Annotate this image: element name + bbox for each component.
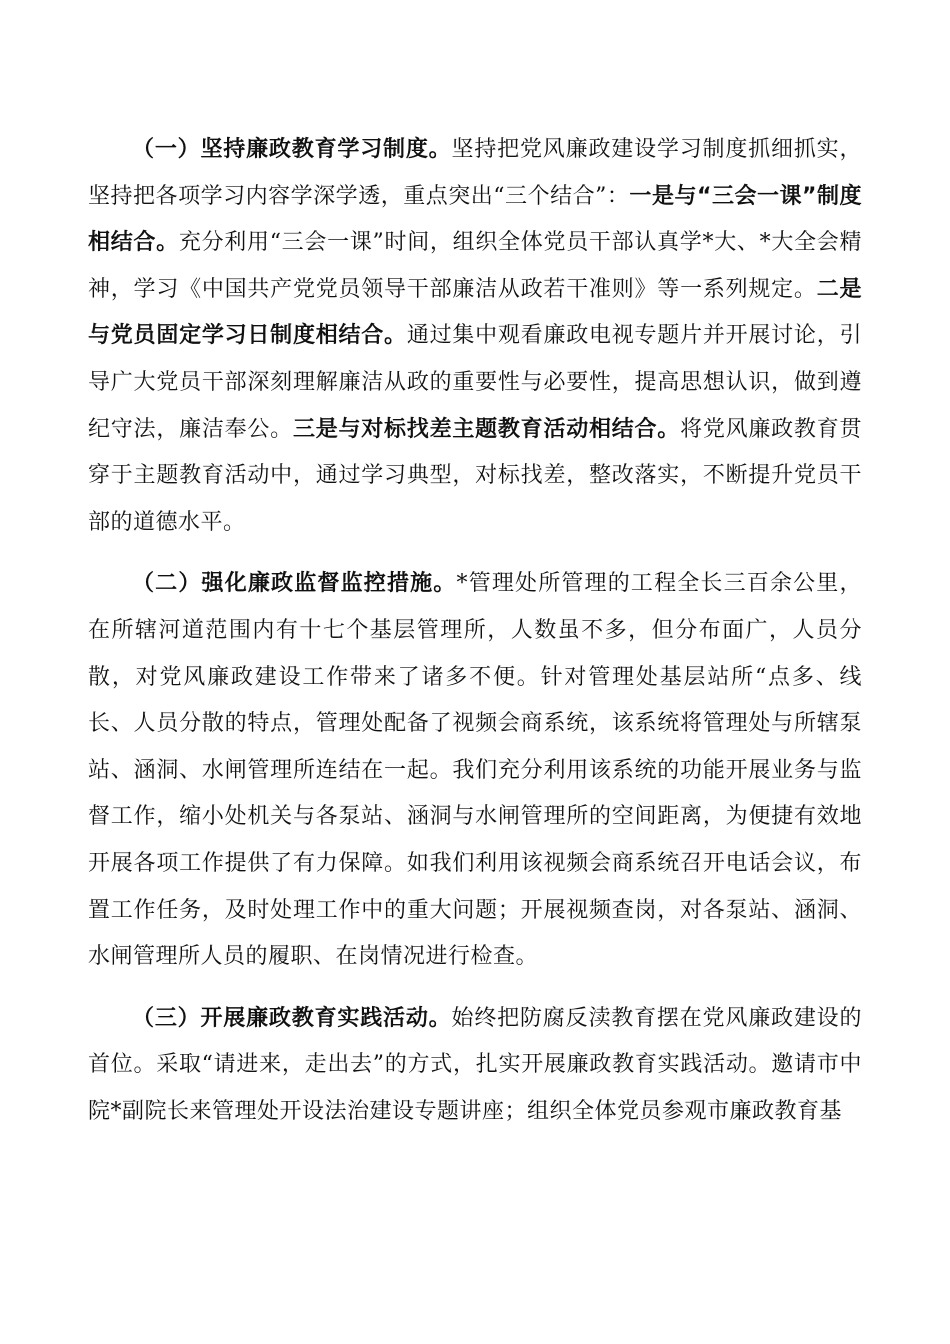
document-body [88,127,862,1150]
emphasis-segment: 一是与“三会一课”制度相结合。 [88,183,863,256]
paragraph-1 [88,127,862,546]
heading-2: （二）强化廉政监督监控措施。 [132,571,457,597]
heading-3: （三）开展廉政教育实践活动。 [132,1005,452,1031]
text-segment: 始终把防腐反渎教育摆在党风廉政建设的首位。采取“请进来，走出去”的方式，扎实开展廉政教育实践活动。邀请市中院*副院长来管理处开设法治建设专题讲座；组织全体党员参观市廉政教育基 [88,1005,862,1124]
text-segment: *管理处所管理的工程全长三百余公里，在所辖河道范围内有十七个基层管理所，人数虽不多，但分布面广，人员分散，对党风廉政建设工作带来了诸多不便。针对管理处基层站所“点多、线长、人员分散的特点，管理处配备了视频会商系统，该系统将管理处与所辖泵站、涵洞、水闸管理所连结在一起。我们充分利用该系统的功能开展业务与监督工作，缩小处机关与各泵站、涵洞与水闸管理所的空间距离，为便捷有效地开展各项工作提供了有力保障。如我们利用该视频会商系统召开电话会议，布置工作任务，及时处理工作中的重大问题；开展视频查岗，对各泵站、涵洞、水闸管理所人员的履职、在岗情况进行检查。 [88,571,862,970]
text-segment: 将党风廉政教育贯穿于主题教育活动中，通过学习典型，对标找差，整改落实，不断提升党员干部的道德水平。 [88,416,862,535]
text-segment: 充分利用“三会一课”时间，组织全体党员干部认真学*大、*大全会精神，学习《中国共产党党员领导干部廉洁从政若干准则》等一系列规定。 [88,230,862,302]
paragraph-3 [88,996,862,1136]
paragraph-2 [88,561,862,980]
emphasis-segment: 二是与党员固定学习日制度相结合。 [88,276,862,349]
emphasis-segment: 三是与对标找差主题教育活动相结合。 [292,416,681,442]
text-segment: 坚持把党风廉政建设学习制度抓细抓实，坚持把各项学习内容学深学透，重点突出“三个结合”： [88,137,862,209]
text-segment: 通过集中观看廉政电视专题片并开展讨论，引导广大党员干部深刻理解廉洁从政的重要性与必要性，提高思想认识，做到遵纪守法，廉洁奉公。 [88,323,862,442]
heading-1: （一）坚持廉政教育学习制度。 [132,137,452,162]
